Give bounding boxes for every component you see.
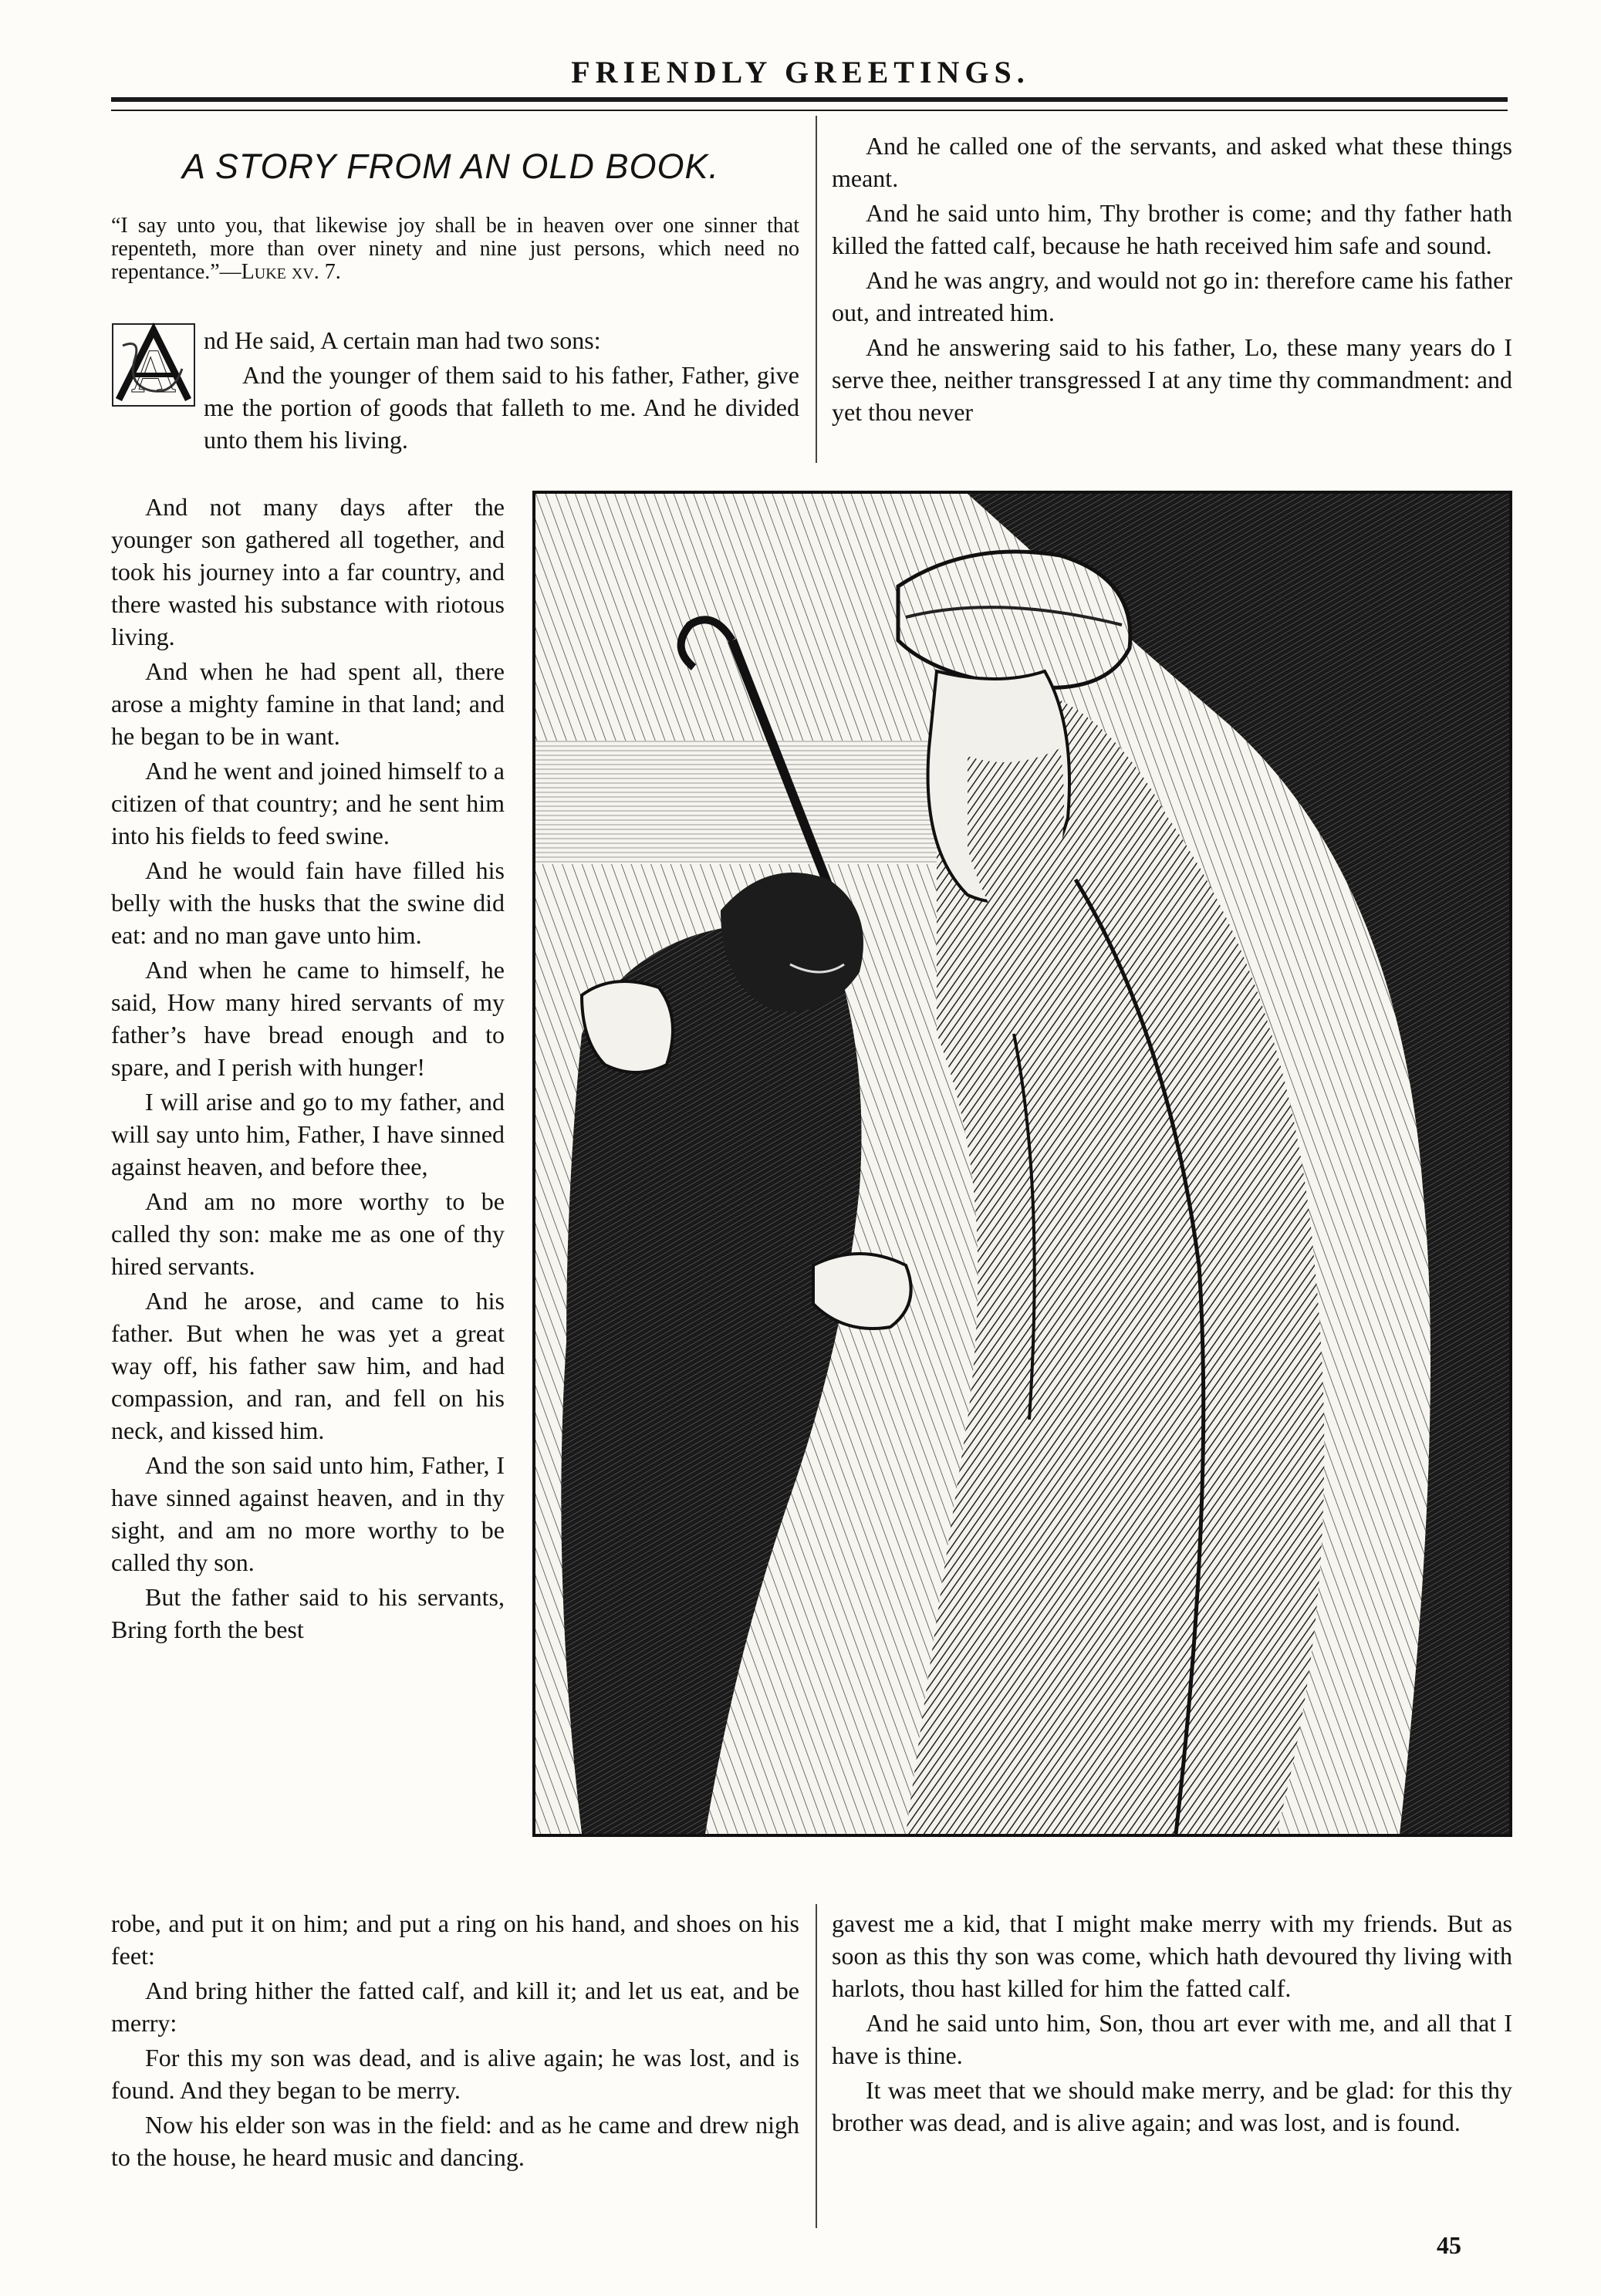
left-column-narrow — [111, 491, 505, 1648]
page-number: 45 — [1437, 2231, 1461, 2259]
paragraph: gavest me a kid, that I might make merry with my friends. But as soon as this thy son was come, which hath devoured thy living with harlots, thou hast killed for him the fatted calf. — [832, 1909, 1512, 2002]
paragraph: For this my son was dead, and is alive again; he was lost, and is found. And they began to be merry. — [111, 2044, 799, 2104]
paragraph: And he answering said to his father, Lo, these many years do I serve thee, neither transgressed I at any time thy commandment: and yet thou never — [832, 333, 1512, 426]
paragraph: Now his elder son was in the field: and as he came and drew nigh to the house, he heard music and dancing. — [111, 2111, 799, 2171]
paragraph: And he said unto him, Son, thou art ever with me, and all that I have is thine. — [832, 2009, 1512, 2069]
paragraph: And he would fain have filled his belly with the husks that the swine did eat: and no man gave unto him. — [111, 856, 505, 949]
paragraph: And he went and joined himself to a citizen of that country; and he sent him into his fields to feed swine. — [111, 757, 505, 849]
column-separator-bottom — [816, 1904, 817, 2228]
paragraph: nd He said, A certain man had two sons: — [204, 326, 601, 354]
paragraph: And the younger of them said to his father, Father, give me the portion of goods that falleth to me. And he divided unto them his living. — [204, 361, 799, 454]
epigraph-text: “I say unto you, that likewise joy shall be in heaven over one sinner that repenteth, more than over ninety and nine just persons, which need no repentance.”— — [111, 214, 799, 284]
paragraph: And am no more worthy to be called thy son: make me as one of thy hired servants. — [111, 1187, 505, 1280]
paragraph: And when he had spent all, there arose a mighty famine in that land; and he began to be in want. — [111, 657, 505, 750]
engraving-illustration — [532, 491, 1512, 1837]
header-rule-thin — [111, 110, 1508, 111]
paragraph: I will arise and go to my father, and will say unto him, Father, I have sinned against heaven, and before thee, — [111, 1088, 505, 1180]
dropcap-letter: A — [131, 338, 176, 406]
header-rule-thick — [111, 97, 1508, 102]
column-separator-top — [816, 116, 817, 463]
left-column-bottom — [111, 1907, 799, 2176]
epigraph-citation: Luke xv. 7. — [241, 260, 341, 284]
paragraph: And he arose, and came to his father. But when he was yet a great way off, his father saw him, and had compassion, and ran, and fell on his neck, and kissed him. — [111, 1287, 505, 1444]
left-column-top — [111, 324, 799, 458]
paragraph: And he was angry, and would not go in: therefore came his father out, and intreated him. — [832, 266, 1512, 326]
paragraph: And bring hither the fatted calf, and kill it; and let us eat, and be merry: — [111, 1977, 799, 2037]
epigraph — [111, 214, 799, 284]
right-column-top — [832, 130, 1512, 430]
article-title: A STORY FROM AN OLD BOOK. — [182, 147, 719, 186]
paragraph: And when he came to himself, he said, How many hired servants of my father’s have bread enough and to spare, and I perish with hunger! — [111, 956, 505, 1081]
paragraph: And the son said unto him, Father, I have sinned against heaven, and in thy sight, and am no more worthy to be called thy son. — [111, 1451, 505, 1576]
paragraph: And not many days after the younger son gathered all together, and took his journey into a far country, and there wasted his substance with riotous living. — [111, 493, 505, 650]
right-column-bottom — [832, 1907, 1512, 2141]
paragraph: It was meet that we should make merry, and be glad: for this thy brother was dead, and is alive again; and was lost, and is found. — [832, 2076, 1512, 2136]
paragraph: And he said unto him, Thy brother is come; and thy father hath killed the fatted calf, because he hath received him safe and sound. — [832, 199, 1512, 259]
paragraph: And he called one of the servants, and asked what these things meant. — [832, 132, 1512, 192]
running-head: FRIENDLY GREETINGS. — [571, 55, 1030, 89]
illustration-artwork — [535, 494, 1509, 1834]
paragraph: robe, and put it on him; and put a ring on his hand, and shoes on his feet: — [111, 1909, 799, 1970]
paragraph: But the father said to his servants, Bring forth the best — [111, 1583, 505, 1643]
